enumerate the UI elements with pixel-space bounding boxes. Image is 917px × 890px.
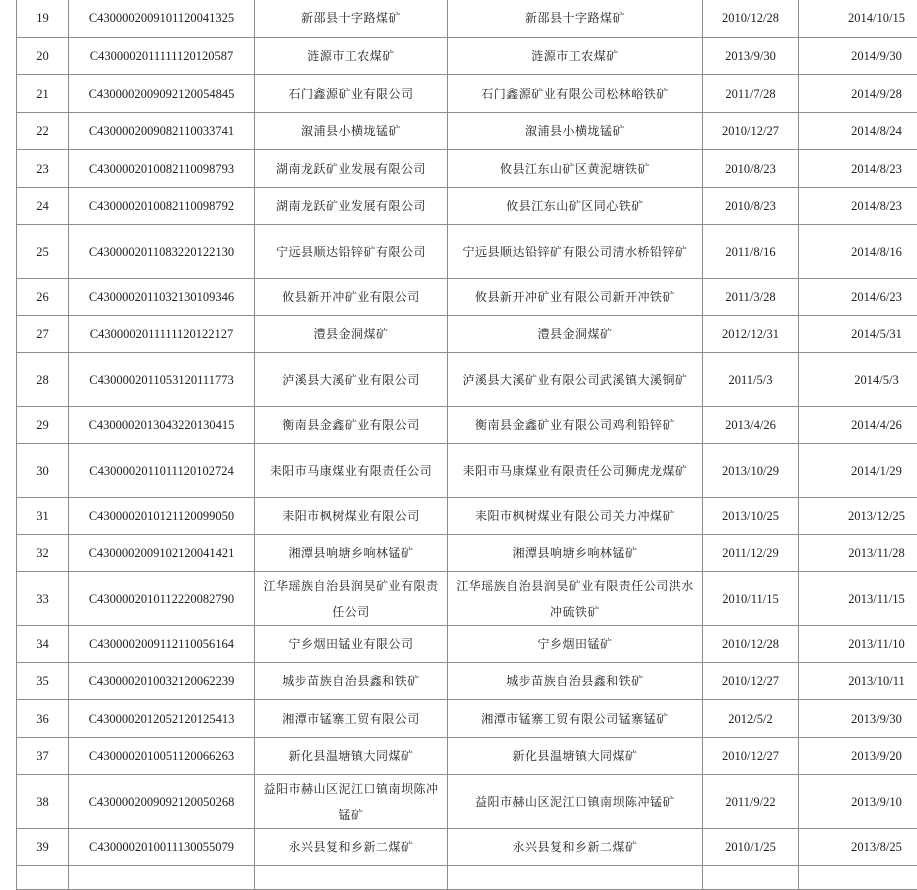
cell-start: 2013/10/29: [703, 444, 799, 498]
cell-owner: 攸县新开冲矿业有限公司: [255, 279, 448, 316]
cell-no: 32: [17, 535, 69, 572]
cell-end: 2013/9/10: [799, 775, 917, 829]
cell-mine: 溆浦县小横垅锰矿: [448, 113, 703, 150]
cell-code: C4300002009092120054845: [69, 75, 255, 113]
cell-code: C4300002011083220122130: [69, 225, 255, 279]
cell-owner: 湘潭县响塘乡响林锰矿: [255, 535, 448, 572]
cell-mine: 宁远县顺达铅锌矿有限公司清水桥铅锌矿: [448, 225, 703, 279]
cell-mine: 新邵县十字路煤矿: [448, 0, 703, 38]
cell-start: 2011/8/16: [703, 225, 799, 279]
cell-mine: 涟源市工农煤矿: [448, 38, 703, 75]
cell-end: 2014/9/28: [799, 75, 917, 113]
cell-start: 2011/12/29: [703, 535, 799, 572]
cell-end: 2013/10/11: [799, 663, 917, 700]
cell-no: 36: [17, 700, 69, 738]
cell-start: 2010/12/28: [703, 626, 799, 663]
cell-no: 21: [17, 75, 69, 113]
cell-no: 31: [17, 498, 69, 535]
cell-mine: 攸县江东山矿区同心铁矿: [448, 188, 703, 225]
cell-owner: 耒阳市枫树煤业有限公司: [255, 498, 448, 535]
cell-end: 2014/4/26: [799, 407, 917, 444]
table-body: [17, 0, 917, 890]
cell-start: 2010/8/23: [703, 188, 799, 225]
cell-mine: 耒阳市马康煤业有限责任公司狮虎龙煤矿: [448, 444, 703, 498]
cell-code: C4300002011111120120587: [69, 38, 255, 75]
cell-owner: 澧县金洞煤矿: [255, 316, 448, 353]
cell-no: 20: [17, 38, 69, 75]
cell-no: 24: [17, 188, 69, 225]
cell-start: 2010/8/23: [703, 150, 799, 188]
cell-no: 27: [17, 316, 69, 353]
table-row: [17, 626, 917, 663]
cell-owner: 湘潭市锰寨工贸有限公司: [255, 700, 448, 738]
cell-end: 2014/10/15: [799, 0, 917, 38]
cell-end: 2014/5/31: [799, 316, 917, 353]
cell-start: 2011/9/22: [703, 775, 799, 829]
cell-mine: 泸溪县大溪矿业有限公司武溪镇大溪铜矿: [448, 353, 703, 407]
cell-start: 2011/3/28: [703, 279, 799, 316]
cell-code: C4300002010112220082790: [69, 572, 255, 626]
cell-start: 2010/12/27: [703, 738, 799, 775]
cell-code: C4300002011032130109346: [69, 279, 255, 316]
cell-code: C4300002011053120111773: [69, 353, 255, 407]
cell-end: 2014/9/30: [799, 38, 917, 75]
cell-owner: 新化县温塘镇大同煤矿: [255, 738, 448, 775]
cell-owner: 江华瑶族自治县润昊矿业有限责任公司: [255, 572, 448, 626]
table-row: [17, 353, 917, 407]
table-row: [17, 188, 917, 225]
cell-code: C4300002009112110056164: [69, 626, 255, 663]
cell-end: 2013/11/28: [799, 535, 917, 572]
cell-code: C4300002012052120125413: [69, 700, 255, 738]
cell-no: 28: [17, 353, 69, 407]
cell-start: 2010/1/25: [703, 829, 799, 866]
cell-start: 2010/11/15: [703, 572, 799, 626]
cell-code: C4300002009102120041421: [69, 535, 255, 572]
cell-no: 38: [17, 775, 69, 829]
cell-end: 2014/6/23: [799, 279, 917, 316]
cell-mine: 永兴县复和乡新二煤矿: [448, 829, 703, 866]
cell-no: 33: [17, 572, 69, 626]
cell-owner: 湖南龙跃矿业发展有限公司: [255, 150, 448, 188]
cell-mine: 澧县金洞煤矿: [448, 316, 703, 353]
cell-mine: 石门鑫源矿业有限公司松林峪铁矿: [448, 75, 703, 113]
cell-no: 19: [17, 0, 69, 38]
cell-code: C4300002011011120102724: [69, 444, 255, 498]
cell-end: 2014/8/24: [799, 113, 917, 150]
cell-owner: 宁乡烟田锰业有限公司: [255, 626, 448, 663]
cell-no: 26: [17, 279, 69, 316]
mining-license-table: [16, 0, 917, 890]
table-row: [17, 0, 917, 38]
cell-code: C4300002010011130055079: [69, 829, 255, 866]
cell-mine: 湘潭市锰寨工贸有限公司锰寨锰矿: [448, 700, 703, 738]
cell-start: 2011/7/28: [703, 75, 799, 113]
cell-owner: 湖南龙跃矿业发展有限公司: [255, 188, 448, 225]
cell-code: C4300002010032120062239: [69, 663, 255, 700]
cell-start: 2010/12/28: [703, 0, 799, 38]
cell-no: 30: [17, 444, 69, 498]
cell-start: 2012/12/31: [703, 316, 799, 353]
cell-end: 2013/9/30: [799, 700, 917, 738]
cell-end: 2013/11/15: [799, 572, 917, 626]
table-row: [17, 775, 917, 829]
cell-end: 2014/5/3: [799, 353, 917, 407]
table-row: [17, 75, 917, 113]
table-row: [17, 663, 917, 700]
table-row: [17, 150, 917, 188]
table-row: [17, 829, 917, 866]
cell-mine: 耒阳市枫树煤业有限公司关力冲煤矿: [448, 498, 703, 535]
cell-no: 29: [17, 407, 69, 444]
cell-code: C4300002011111120122127: [69, 316, 255, 353]
cell-end: 2014/1/29: [799, 444, 917, 498]
cell-code: C4300002010051120066263: [69, 738, 255, 775]
cell-mine: 攸县新开冲矿业有限公司新开冲铁矿: [448, 279, 703, 316]
cell-end: 2014/8/23: [799, 188, 917, 225]
cell-owner: 溆浦县小横垅锰矿: [255, 113, 448, 150]
cell-owner: 城步苗族自治县鑫和铁矿: [255, 663, 448, 700]
table-row: [17, 316, 917, 353]
table-row: [17, 38, 917, 75]
cell-mine: 城步苗族自治县鑫和铁矿: [448, 663, 703, 700]
cell-start: 2013/10/25: [703, 498, 799, 535]
cell-no: 22: [17, 113, 69, 150]
cell-code: C4300002013043220130415: [69, 407, 255, 444]
cell-start: 2013/4/26: [703, 407, 799, 444]
cell-no: 39: [17, 829, 69, 866]
table-row: [17, 572, 917, 626]
table-row: [17, 407, 917, 444]
cell-owner: 衡南县金鑫矿业有限公司: [255, 407, 448, 444]
cell-end: 2013/11/10: [799, 626, 917, 663]
cell-start: 2011/5/3: [703, 353, 799, 407]
cell-end: 2013/9/20: [799, 738, 917, 775]
table-row: [17, 535, 917, 572]
cell-owner: 涟源市工农煤矿: [255, 38, 448, 75]
cell-mine: 攸县江东山矿区黄泥塘铁矿: [448, 150, 703, 188]
cell-no: 37: [17, 738, 69, 775]
cell-owner: 永兴县复和乡新二煤矿: [255, 829, 448, 866]
cell-owner: 新邵县十字路煤矿: [255, 0, 448, 38]
table-row: [17, 113, 917, 150]
cell-owner: 耒阳市马康煤业有限责任公司: [255, 444, 448, 498]
cell-end: 2014/8/16: [799, 225, 917, 279]
cell-code: C4300002010082110098793: [69, 150, 255, 188]
cell-code: C4300002009092120050268: [69, 775, 255, 829]
cell-no: 23: [17, 150, 69, 188]
table-row: [17, 498, 917, 535]
cell-code: C4300002010082110098792: [69, 188, 255, 225]
cell-code: C4300002009101120041325: [69, 0, 255, 38]
cell-mine: 益阳市赫山区泥江口镇南坝陈冲锰矿: [448, 775, 703, 829]
table-row: [17, 700, 917, 738]
table-row: [17, 279, 917, 316]
cell-mine: 宁乡烟田锰矿: [448, 626, 703, 663]
cell-start: 2013/9/30: [703, 38, 799, 75]
cell-code: C4300002009082110033741: [69, 113, 255, 150]
table-row: [17, 444, 917, 498]
cell-mine: 衡南县金鑫矿业有限公司鸡利铅锌矿: [448, 407, 703, 444]
table-row: [17, 738, 917, 775]
table-row: [17, 225, 917, 279]
cell-no: 35: [17, 663, 69, 700]
cell-code: C4300002010121120099050: [69, 498, 255, 535]
cell-start: 2010/12/27: [703, 113, 799, 150]
cell-end: 2014/8/23: [799, 150, 917, 188]
cell-mine: 湘潭县响塘乡响林锰矿: [448, 535, 703, 572]
cell-start: 2012/5/2: [703, 700, 799, 738]
cell-owner: 泸溪县大溪矿业有限公司: [255, 353, 448, 407]
cell-owner: 石门鑫源矿业有限公司: [255, 75, 448, 113]
cell-no: 25: [17, 225, 69, 279]
cell-no: 34: [17, 626, 69, 663]
cell-mine: 江华瑶族自治县润昊矿业有限责任公司洪水冲硫铁矿: [448, 572, 703, 626]
cell-end: 2013/12/25: [799, 498, 917, 535]
cell-end: 2013/8/25: [799, 829, 917, 866]
cell-owner: 宁远县顺达铅锌矿有限公司: [255, 225, 448, 279]
cell-owner: 益阳市赫山区泥江口镇南坝陈冲锰矿: [255, 775, 448, 829]
cell-mine: 新化县温塘镇大同煤矿: [448, 738, 703, 775]
cell-start: 2010/12/27: [703, 663, 799, 700]
